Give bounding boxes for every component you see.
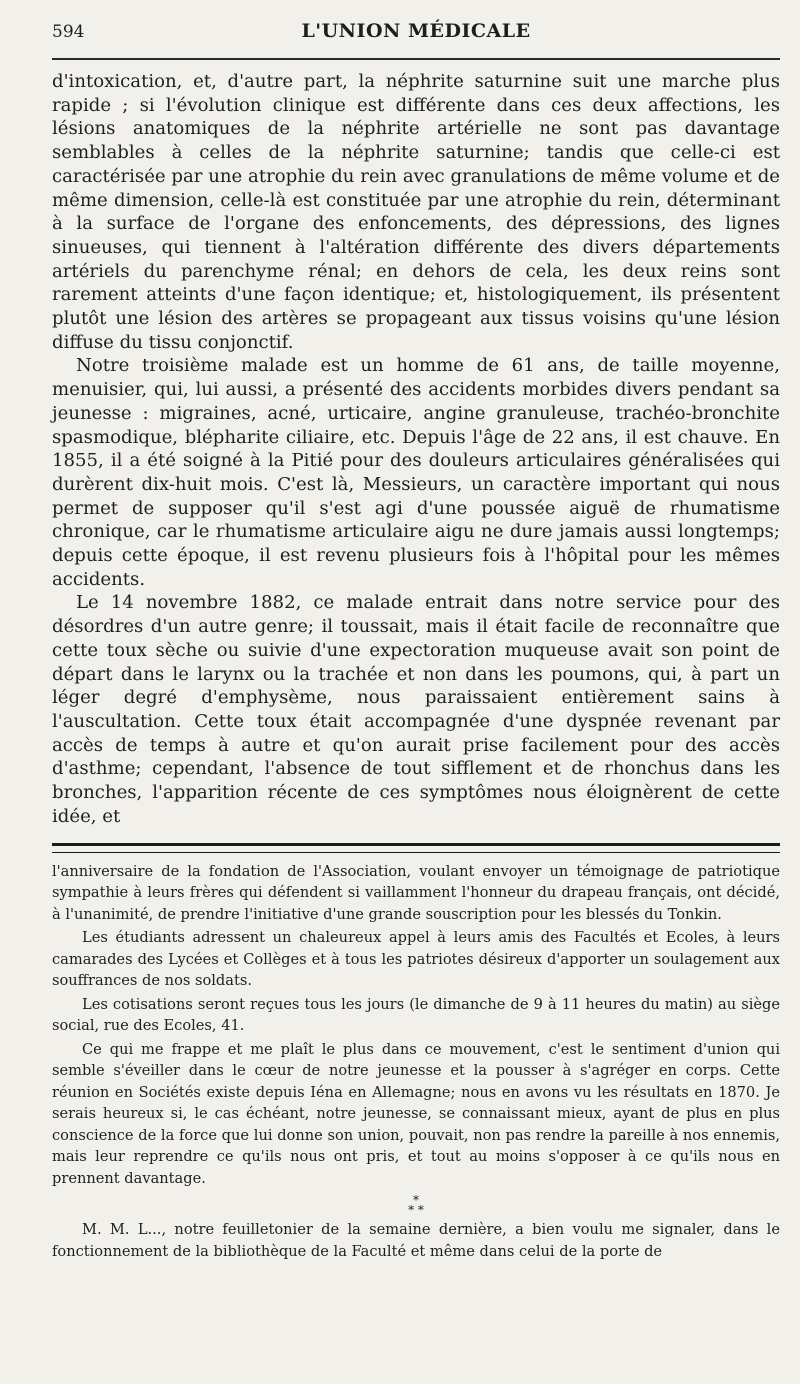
feuilleton-paragraph: Ce qui me frappe et me plaît le plus dans ce mouvement, c'est le sentiment d'union qui semble s'éveiller dans le cœur de notre jeunesse et la pousser à s'agréger en corps. Cette réunion en Sociétés existe depuis Iéna en Allemagne; nous en avons vu les résultats en 1870. Je serais heureux si, le cas échéant, notre jeunesse, se connaissant mieux, ayant de plus en plus conscience de la force que lui donne son union, pouvait, non pas rendre la pareille à nos ennemis, mais leur reprendre ce qu'ils nous ont pris, et tout au moins s'opposer à ce qu'ils nous en prennent davantage. [52, 1040, 780, 1187]
feuilleton-separator [52, 843, 780, 853]
feuilleton-paragraph: Les étudiants adressent un chaleureux appel à leurs amis des Facultés et Ecoles, à leurs camarades des Lycées et Collèges et à tous les patriotes désireux d'apporter un soulagement aux souffrances de nos soldats. [52, 929, 780, 989]
asterism [52, 1195, 780, 1215]
feuilleton [52, 861, 780, 1263]
feuilleton-closing-paragraph: M. M. L..., notre feuilletonier de la semaine dernière, a bien voulu me signaler, dans le fonctionnement de la bibliothèque de la Faculté et même dans celui de la porte de [52, 1221, 780, 1260]
header-rule [52, 58, 780, 60]
article-paragraph: Notre troisième malade est un homme de 61 ans, de taille moyenne, menuisier, qui, lui aussi, a présenté des accidents morbides divers pendant sa jeunesse : migraines, acné, urticaire, angine granuleuse, trachéo-bronchite spasmodique, blépharite ciliaire, etc. Depuis l'âge de 22 ans, il est chauve. En 1855, il a été soigné à la Pitié pour des douleurs articulaires généralisées qui durèrent dix-huit mois. C'est là, Messieurs, un caractère important qui nous permet de supposer qu'il s'est agi d'une poussée aiguë de rhumatisme chronique, car le rhumatisme articulaire aigu ne dure jamais aussi longtemps; depuis cette époque, il est revenu plusieurs fois à l'hôpital pour les mêmes accidents. [52, 355, 780, 590]
feuilleton-paragraph: Les cotisations seront reçues tous les jours (le dimanche de 9 à 11 heures du matin) au siège social, rue des Ecoles, 41. [52, 995, 780, 1034]
running-title: L'UNION MÉDICALE [301, 20, 531, 42]
feuilleton-paragraph: l'anniversaire de la fondation de l'Association, voulant envoyer un témoignage de patriotique sympathie à leurs frères qui défendent si vaillamment l'honneur du drapeau français, ont décidé, à l'unanimité, de prendre l'initiative d'une grande souscription pour les blessés du Tonkin. [52, 862, 780, 923]
page-header [52, 14, 780, 54]
asterism-top: * [413, 1193, 419, 1207]
article-body [52, 70, 780, 829]
article-paragraph: d'intoxication, et, d'autre part, la néphrite saturnine suit une marche plus rapide ; si l'évolution clinique est différente dans ces deux affections, les lésions anatomiques de la néphrite artérielle ne sont pas davantage semblables à celles de la néphrite saturnine; tandis que celle-ci est caractérisée par une atrophie du rein avec granulations de même volume et de même dimension, celle-là est constituée par une atrophie du rein, déterminant à la surface de l'organe des enfoncements, des dépressions, des lignes sinueuses, qui tiennent à l'altération différente des divers départements artériels du parenchyme rénal; en dehors de cela, les deux reins sont rarement atteints d'une façon identique; et, histologiquement, ils présentent plutôt une lésion des artères se propageant aux tissus voisins qu'une lésion diffuse du tissu conjonctif. [52, 71, 780, 353]
page-number: 594 [52, 22, 85, 42]
journal-page [52, 14, 780, 1374]
asterism-bottom: * * [408, 1203, 424, 1217]
article-paragraph: Le 14 novembre 1882, ce malade entrait dans notre service pour des désordres d'un autre genre; il toussait, mais il était facile de reconnaître que cette toux sèche ou suivie d'une expectoration muqueuse avait son point de départ dans le larynx ou la trachée et non dans les poumons, qui, à part un léger degré d'emphysème, nous paraissaient entièrement sains à l'auscultation. Cette toux était accompagnée d'une dyspnée revenant par accès de temps à autre et qu'on aurait prise facilement pour des accès d'asthme; cependant, l'absence de tout sifflement et de rhonchus dans les bronches, l'apparition récente de ces symptômes nous éloignèrent de cette idée, et [52, 592, 780, 827]
